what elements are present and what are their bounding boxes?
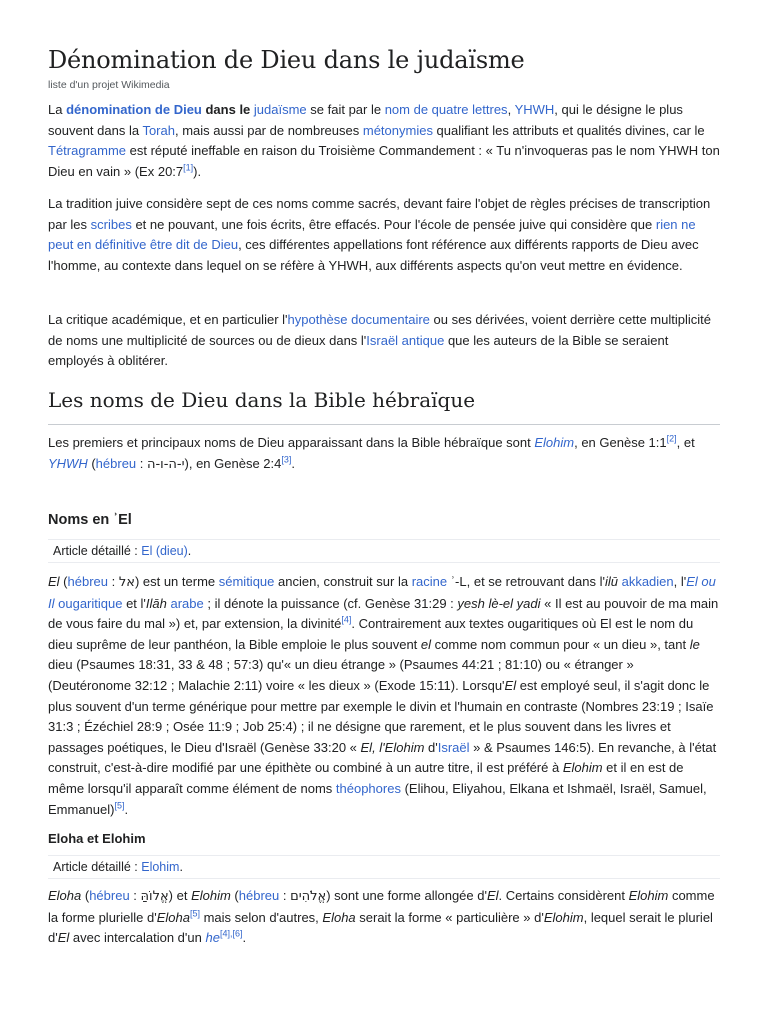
hebrew-el: אל bbox=[118, 575, 135, 590]
text: avec intercalation d'un bbox=[69, 930, 206, 946]
text: comme la forme plurielle d' bbox=[48, 888, 715, 925]
text: La tradition juive considère sept de ces noms comme sacrés, devant faire l'objet de règles précises de transcription par les bbox=[48, 196, 711, 232]
text: serait la forme « particulière » d' bbox=[355, 909, 544, 925]
text: . bbox=[124, 801, 129, 817]
link-hebreu[interactable]: hébreu bbox=[67, 574, 108, 589]
link-tetragramme[interactable]: Tétragramme bbox=[48, 143, 127, 159]
text: ) et bbox=[168, 888, 192, 903]
reference-5[interactable]: [5] bbox=[114, 800, 125, 811]
text: (Elihou, Eliyahou, Elkana et Ishmaël, Israël, Samuel, Emmanuel) bbox=[48, 780, 707, 817]
text: ) sont une forme allongée d' bbox=[326, 888, 487, 903]
reference-4[interactable]: [4] bbox=[341, 614, 352, 625]
text: mais selon d'autres, bbox=[199, 909, 323, 925]
text: , mais aussi par de nombreuses bbox=[174, 122, 363, 138]
text: ( bbox=[230, 888, 239, 903]
text: ; il dénote la puissance (cf. Genèse 31:29 : bbox=[203, 595, 458, 611]
text: YHWH bbox=[48, 455, 88, 471]
reference-3[interactable]: [3] bbox=[281, 454, 292, 465]
text: : bbox=[108, 574, 119, 589]
text: : bbox=[279, 888, 291, 903]
text: . bbox=[179, 860, 183, 874]
link-ougaritique[interactable]: ougaritique bbox=[58, 595, 123, 611]
text: : bbox=[136, 455, 147, 471]
text: Elohim bbox=[543, 909, 584, 925]
link-yhwh-italic[interactable] bbox=[48, 456, 88, 471]
text: , lequel serait le pluriel d' bbox=[48, 909, 713, 946]
text: Article détaillé : bbox=[53, 544, 142, 558]
text: Les premiers et principaux noms de Dieu apparaissant dans la Bible hébraïque sont bbox=[48, 435, 535, 450]
subsection-heading-el: Noms en ʾEl bbox=[48, 512, 132, 528]
text: yesh lè-el yadi bbox=[457, 595, 541, 611]
intro-paragraph-1 bbox=[48, 100, 720, 182]
text: , qui le désigne le plus souvent dans la bbox=[48, 102, 683, 138]
text: ( bbox=[59, 574, 68, 589]
el-paragraph bbox=[48, 572, 720, 820]
link-theophores[interactable]: théophores bbox=[335, 780, 401, 796]
text: ancien, construit sur la bbox=[274, 574, 412, 589]
text: se fait par le bbox=[306, 102, 385, 117]
text: et l' bbox=[122, 595, 146, 611]
text: ) est un terme bbox=[134, 574, 219, 589]
reference-5[interactable]: [5] bbox=[189, 908, 200, 919]
bible-paragraph bbox=[48, 433, 720, 475]
references-4-6[interactable]: [4],[6] bbox=[219, 928, 243, 939]
text: le bbox=[689, 636, 700, 652]
text: El bbox=[57, 930, 70, 946]
text: « Il est au pouvoir de ma main de vous faire du mal ») et, par extension, la divinité bbox=[48, 595, 719, 632]
text: : bbox=[129, 888, 141, 903]
text: ilū bbox=[604, 574, 618, 589]
text: est réputé ineffable en raison du Troisième Commandement : « Tu n'invoqueras pas le nom YHWH ton Dieu en vain » (Ex 20:7 bbox=[48, 143, 720, 179]
text: ( bbox=[87, 455, 96, 471]
text: » & Psaumes 146:5). En revanche, à l'état construit, c'est-à-dire modifié par une épithète ou combiné à un autre titre, il est préféré à bbox=[48, 739, 717, 776]
link-hypothese-documentaire[interactable]: hypothèse documentaire bbox=[287, 312, 430, 327]
text: Eloha bbox=[48, 888, 82, 903]
page-title: Dénomination de Dieu dans le judaïsme bbox=[48, 46, 525, 74]
text: Article détaillé : bbox=[53, 860, 142, 874]
link-hebreu[interactable]: hébreu bbox=[89, 888, 130, 903]
text: dieu (Psaumes 18:31, 33 & 48 ; 57:3) qu'« un dieu étrange » (Psaumes 44:21 ; 81:10) ou « étranger » (Deutéronome 32:12 ; Malachie 2:11) voire « les dieux » (Exode 15:11). Lorsqu' bbox=[48, 657, 634, 693]
text: est employé seul, il s'agit donc le plus souvent d'un terme générique pour mettre par exemple le divin et l'humain en contraste (Nombres 23:19 ; Isaïe 31:3 ; Ézéchiel 28:9 ; Osée 11:9 ; Job 25:4) ; il ne désigne que rarement, et le plus souvent dans les livres et passages poétiques, le Dieu d'Israël (Genèse 33:20 « bbox=[48, 677, 714, 755]
text: . bbox=[187, 544, 192, 558]
link-he[interactable] bbox=[205, 930, 219, 945]
link-el-dieu[interactable]: El (dieu) bbox=[141, 544, 188, 558]
text: La bbox=[48, 102, 67, 117]
text: d' bbox=[424, 739, 438, 755]
reference-1[interactable]: [1] bbox=[183, 162, 194, 173]
link-hebreu[interactable]: hébreu bbox=[95, 455, 137, 471]
text: El bbox=[504, 677, 517, 693]
text: Elohim bbox=[534, 435, 575, 450]
reference-2[interactable]: [2] bbox=[666, 433, 677, 444]
link-akkadien[interactable]: akkadien bbox=[621, 574, 674, 589]
text: La critique académique, et en particulier l' bbox=[48, 312, 288, 327]
text: Eloha bbox=[156, 909, 190, 925]
text: comme nom commun pour « un dieu », tant bbox=[431, 636, 690, 652]
link-elohim-article[interactable]: Elohim bbox=[141, 860, 180, 874]
link-racine[interactable]: racine bbox=[411, 574, 448, 589]
hebrew-yhwh: י-ה-ו-ה bbox=[147, 456, 185, 472]
link-scribes[interactable]: scribes bbox=[90, 216, 132, 232]
text: Ilāh bbox=[145, 595, 167, 611]
link-semitique[interactable]: sémitique bbox=[218, 574, 275, 589]
text: . bbox=[242, 930, 247, 946]
link-israel-antique[interactable]: Israël antique bbox=[366, 332, 445, 348]
hebrew-eloha: אֱלוֹהַּ bbox=[140, 889, 169, 904]
text: Elohim bbox=[628, 888, 669, 903]
link-metonymies[interactable]: métonymies bbox=[362, 122, 433, 138]
text: , et bbox=[676, 435, 695, 450]
text: et ne pouvant, une fois écrits, être effacés. Pour l'école de pensée juive qui considère que bbox=[131, 216, 656, 232]
text: Eloha bbox=[322, 909, 356, 925]
page-subtitle: liste d'un projet Wikimedia bbox=[48, 79, 170, 91]
text: El, l'Elohim bbox=[360, 739, 425, 755]
text: ou ses dérivées, voient derrière cette multiplicité de noms une multiplicité de sources ou de dieux dans l' bbox=[48, 312, 711, 348]
eloha-paragraph bbox=[48, 886, 720, 949]
hatnote-el bbox=[48, 539, 720, 563]
intro-paragraph-2 bbox=[48, 194, 720, 276]
text: . bbox=[291, 455, 295, 471]
text: he bbox=[205, 930, 220, 946]
text: ), en Genèse 2:4 bbox=[184, 455, 282, 471]
text: dans le bbox=[201, 102, 254, 117]
link-rien-ne-peut-etre-dit[interactable]: rien ne peut en définitive être dit de Dieu bbox=[48, 216, 696, 253]
link-nom-de-quatre-lettres[interactable]: nom de quatre lettres bbox=[384, 102, 508, 117]
text: ). bbox=[193, 163, 202, 179]
link-torah[interactable]: Torah bbox=[142, 122, 175, 138]
text: Elohim bbox=[191, 888, 231, 903]
hatnote-elohim bbox=[48, 855, 720, 879]
text: . Certains considèrent bbox=[498, 888, 629, 903]
text: ʾ-L, et se retrouvant dans l' bbox=[447, 574, 605, 589]
link-elohim[interactable] bbox=[534, 435, 574, 450]
text: et il en est de même lorsqu'il apparaît comme élément de noms bbox=[48, 760, 684, 796]
text: Elohim bbox=[562, 760, 603, 776]
text: El bbox=[486, 888, 499, 903]
text: , l' bbox=[673, 574, 687, 589]
link-yhwh[interactable]: YHWH bbox=[514, 102, 555, 117]
text: El bbox=[48, 574, 60, 589]
text: el bbox=[420, 636, 432, 652]
link-hebreu[interactable]: hébreu bbox=[238, 888, 280, 903]
text: , bbox=[507, 102, 515, 117]
text: El ou Il bbox=[48, 574, 716, 611]
text: . Contrairement aux textes ougaritiques où El est le nom du dieu suprême de leur panthéon, la Bible emploie le plus souvent bbox=[48, 616, 694, 652]
link-judaisme[interactable]: judaïsme bbox=[253, 102, 307, 117]
subsection-heading-eloha: Eloha et Elohim bbox=[48, 831, 146, 846]
link-denomination-de-dieu[interactable]: dénomination de Dieu bbox=[66, 102, 202, 117]
hebrew-elohim: אֱלֹהִים bbox=[290, 889, 327, 904]
text: que les auteurs de la Bible se seraient employés à oblitérer. bbox=[48, 332, 669, 369]
text: , en Genèse 1:1 bbox=[574, 435, 667, 450]
text: qualifiant les attributs et qualités divines, car le bbox=[432, 122, 705, 138]
text: , ces différentes appellations font référence aux différents rapports de Dieu avec l'homme, au contexte dans lequel on se réfère à YHWH, aux différents aspects qu'on veut mettre en évidence. bbox=[48, 237, 699, 273]
text: ( bbox=[81, 888, 90, 903]
link-israel[interactable]: Israël bbox=[437, 739, 470, 755]
intro-paragraph-3 bbox=[48, 310, 720, 372]
link-arabe[interactable]: arabe bbox=[170, 595, 204, 611]
section-heading-bible: Les noms de Dieu dans la Bible hébraïque bbox=[48, 388, 476, 412]
section-divider bbox=[48, 424, 720, 425]
